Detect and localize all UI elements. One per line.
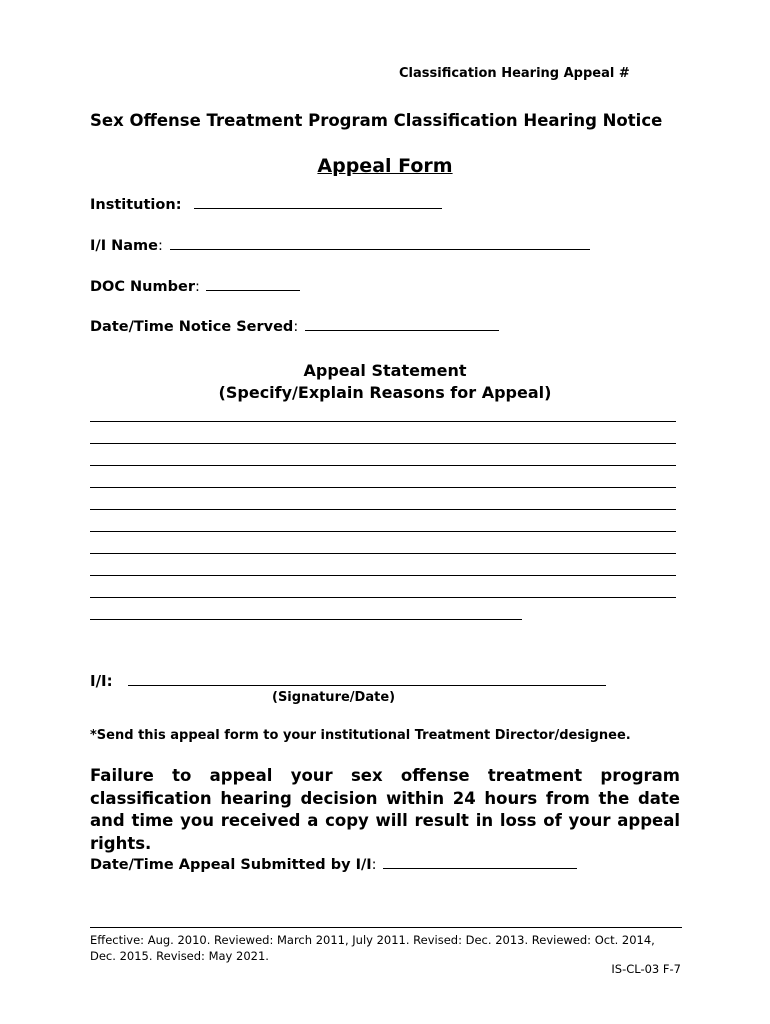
answer-line[interactable] <box>90 465 676 466</box>
ii-name-field <box>90 237 590 254</box>
footer-divider <box>90 927 682 928</box>
send-instructions: *Send this appeal form to your institutional Treatment Director/designee. <box>90 728 631 743</box>
answer-line[interactable] <box>90 575 676 576</box>
revision-note: Effective: Aug. 2010. Reviewed: March 2011, July 2011. Revised: Dec. 2013. Reviewed: Oct. 2014, Dec. 2015. Revised: May 2021. <box>90 933 655 963</box>
ii-name-colon: : <box>158 238 163 254</box>
date-time-submitted-colon: : <box>371 857 377 873</box>
form-title: Appeal Form <box>317 155 453 177</box>
appeal-statement-subheading: (Specify/Explain Reasons for Appeal) <box>218 383 552 402</box>
ii-name-input-line[interactable] <box>170 237 590 250</box>
signature-label: I/I: <box>90 672 113 690</box>
signature-caption: (Signature/Date) <box>272 690 396 705</box>
answer-line[interactable] <box>90 487 676 488</box>
doc-number-colon: : <box>194 279 200 295</box>
form-code: IS-CL-03 F-7 <box>611 962 681 976</box>
answer-line[interactable] <box>90 553 676 554</box>
answer-line[interactable] <box>90 531 676 532</box>
signature-input-line[interactable] <box>128 685 606 686</box>
doc-number-input-line[interactable] <box>206 278 300 291</box>
answer-line[interactable] <box>90 597 676 598</box>
institution-label: Institution: <box>90 197 182 213</box>
date-time-submitted-input-line[interactable] <box>383 856 577 869</box>
appeal-statement-heading: Appeal Statement <box>303 361 467 380</box>
answer-line[interactable] <box>90 509 676 510</box>
institution-field <box>90 196 442 213</box>
deadline-warning: Failure to appeal your sex offense treatment program classification hearing decision within 24 hours from the date and time you received a copy will result in loss of your appeal rights. <box>90 766 680 853</box>
doc-number-field <box>90 278 300 295</box>
doc-number-label: DOC Number <box>90 279 195 295</box>
date-time-served-input-line[interactable] <box>305 318 499 331</box>
document-title: Sex Offense Treatment Program Classification Hearing Notice <box>90 111 663 130</box>
appeal-number-label: Classification Hearing Appeal # <box>399 66 630 81</box>
date-time-submitted-field <box>90 856 577 873</box>
date-time-served-field <box>90 318 499 335</box>
institution-input-line[interactable] <box>194 196 442 209</box>
ii-name-label: I/I Name <box>90 238 158 254</box>
date-time-served-colon: : <box>293 319 299 335</box>
answer-line[interactable] <box>90 443 676 444</box>
answer-line[interactable] <box>90 421 676 422</box>
date-time-submitted-label: Date/Time Appeal Submitted by I/I <box>90 857 372 873</box>
date-time-served-label: Date/Time Notice Served <box>90 319 294 335</box>
answer-line[interactable] <box>90 619 522 620</box>
